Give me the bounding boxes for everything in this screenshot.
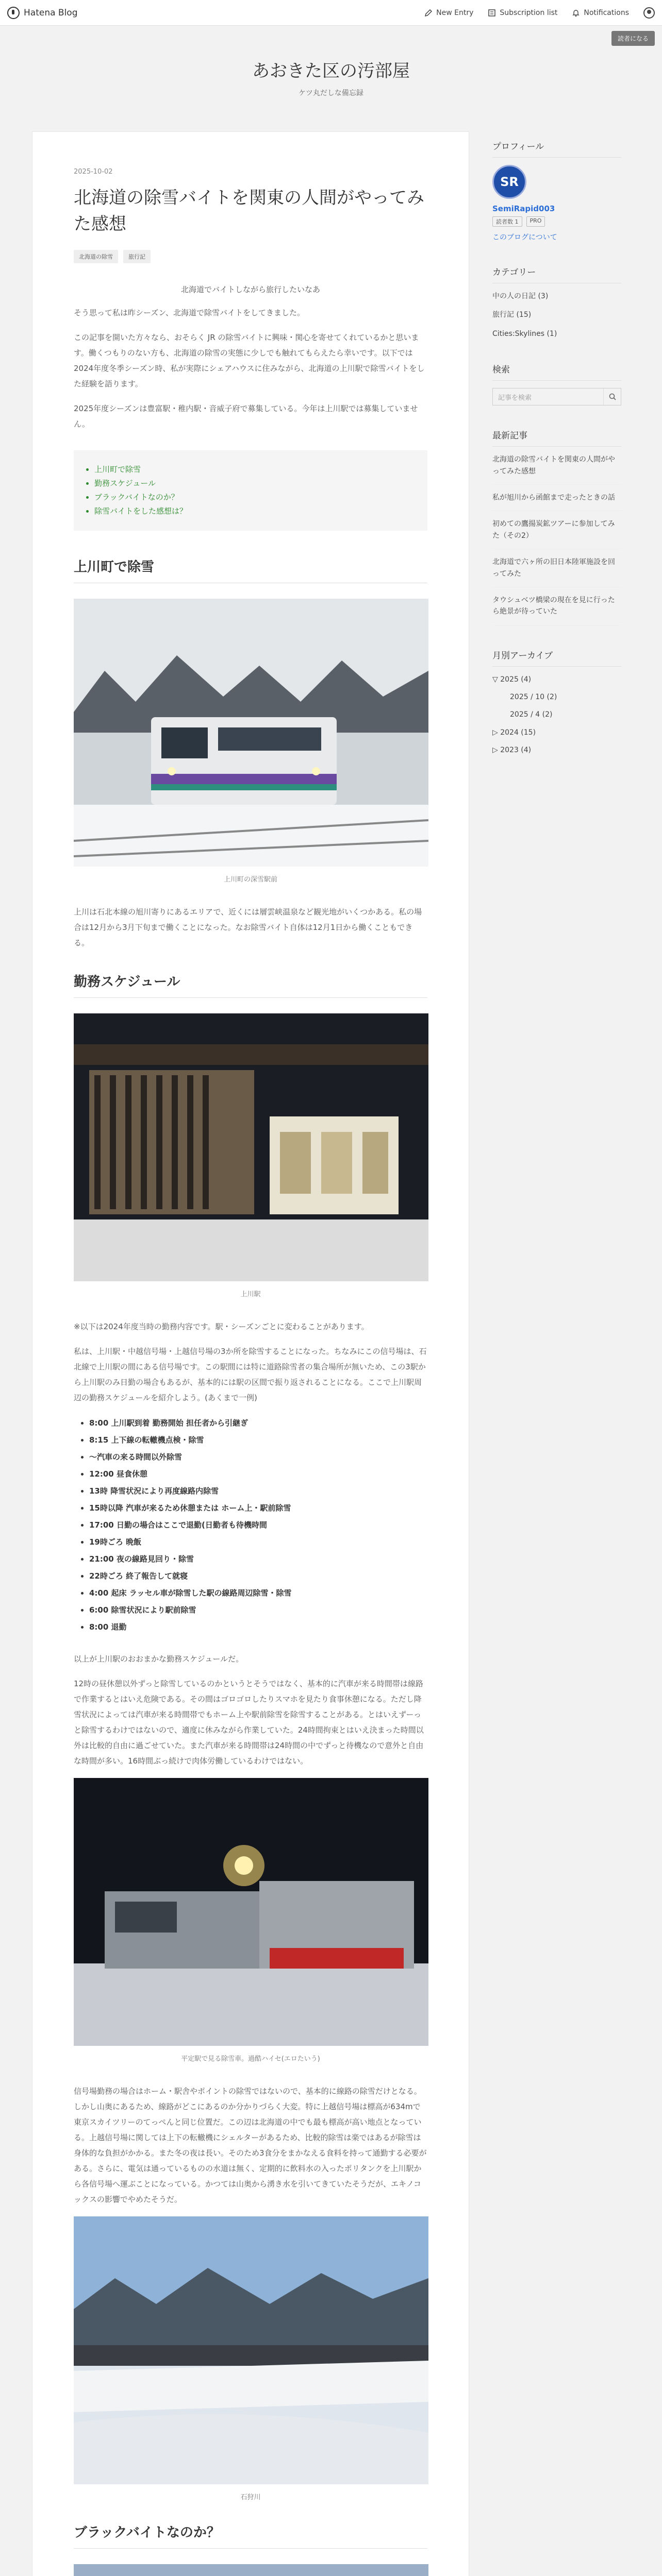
profile-module — [492, 139, 621, 242]
train-snow-photo[interactable] — [74, 2564, 428, 2576]
bell-icon — [572, 9, 580, 17]
article-title[interactable]: 北海道の除雪バイトを関東の人間がやってみた感想 — [74, 188, 424, 234]
river-photo[interactable] — [74, 2216, 428, 2484]
subscription-link[interactable] — [488, 9, 557, 17]
toc-item[interactable]: • 勤務スケジュール — [94, 477, 407, 490]
new-entry-label: New Entry — [436, 8, 474, 17]
paragraph: 以上が上川駅のおおまかな勤務スケジュールだ。 — [74, 1654, 244, 1664]
archive-year-link[interactable]: ▷ 2024 (15) — [492, 728, 536, 737]
notifications-label: Notifications — [584, 8, 629, 17]
article-card — [32, 131, 469, 2576]
schedule-item: • 〜汽車の来る時間以外除雪 — [89, 1449, 427, 1466]
snow-train-photo[interactable] — [74, 599, 428, 867]
schedule-item: • 12:00 昼食休憩 — [89, 1466, 427, 1483]
recent-module — [492, 428, 621, 625]
table-of-contents — [74, 450, 427, 531]
schedule-item: • 6:00 除雪状況により駅前除雪 — [89, 1602, 427, 1619]
schedule-list — [74, 1415, 427, 1636]
paragraph: 私は、上川駅・中越信号場・上越信号場の3か所を除雪することになった。ちなみにこの信号場は、石北線で上川駅の間にある信号場です。この駅間には特に道路除雪者の集合場所が無いため、この3駅から上川駅のみ日勤の場合もあるが、基本的には駅の区間で振り返されることになる。ここで上川駅周辺の勤務スケジュールを紹介しよう。(あくまで一例) — [74, 1347, 427, 1402]
search-box — [492, 388, 621, 405]
about-link[interactable]: このブログについて — [492, 233, 557, 242]
recent-article-link[interactable]: 北海道で六ヶ所の旧日本陸軍施設を回ってみた — [492, 556, 621, 587]
hatena-logo-icon — [7, 7, 20, 19]
recent-article-link[interactable]: 私が旭川から函館まで走ったときの話 — [492, 492, 621, 511]
snowplow-photo[interactable] — [74, 1778, 428, 2046]
search-icon — [609, 393, 616, 400]
category-heading: カテゴリー — [492, 265, 621, 283]
sidebar — [492, 139, 621, 779]
hatena-logo[interactable] — [7, 7, 78, 19]
category-link[interactable]: 旅行記 (15) — [492, 311, 532, 319]
photo-caption: 石狩川 — [240, 2494, 261, 2501]
paragraph: そう思って私は昨シーズン、北海道で除雪バイトをしてきました。 — [74, 308, 305, 317]
schedule-item: • 8:00 上川駅到着 勤務開始 担任者から引継ぎ — [89, 1415, 427, 1432]
schedule-item: • 19時ごろ 晩飯 — [89, 1534, 427, 1551]
reader-count-badge[interactable]: 読者数 1 — [492, 216, 522, 227]
category-link[interactable]: Cities:Skylines (1) — [492, 329, 557, 338]
recent-article-link[interactable]: 初めての鷹揚炭鉱ツアーに参加してみた（その2） — [492, 518, 621, 549]
schedule-item: • 15時以降 汽車が来るため休憩または ホーム上・駅前除雪 — [89, 1500, 427, 1517]
lead-text: 北海道でバイトしながら旅行したいなあ — [180, 285, 320, 294]
search-module — [492, 362, 621, 405]
archive-year-link[interactable]: ▷ 2023 (4) — [492, 746, 532, 755]
paragraph: 信号場勤務の場合はホーム・駅舎やポイントの除雪ではないので、基本的に線路の除雪だけとなる。しかし山奥にあるため、線路がどこにあるのか分かりづらく大変。特に上越信号場は標高が634mで東京スカイツリーのてっぺんと同じ位置だ。この辺は北海道の中でも最も標高が高い地点となっている。上越信号場に関しては上下の転轍機にシェルターがあるため、比較的除雪は楽ではあるが除雪は身体的な負担がかかる。また冬の夜は長い。そのため3食分をまかなえる食料を持って通勤する必要がある。さらに、電気は通っているものの水道は無く、定期的に飲料水の入ったポリタンクを上川駅から各信号場へ運ぶことになっている。かつては山奥から湧き水を引いてきていたそうだが、エキノコックスの影響でやめたそうだ。 — [74, 2087, 427, 2204]
photo-caption: 上川駅 — [240, 1291, 261, 1298]
category-tag[interactable]: 旅行記 — [123, 250, 151, 263]
paragraph: 上川は石北本線の旭川寄りにあるエリアで、近くには層雲峡温泉など観光地がいくつかある。私の場合は12月から3月下旬まで働くことになった。なお除雪バイト自体は12月1日から働くこともできる。 — [74, 907, 422, 947]
schedule-item: • 4:00 起床 ラッセル車が除雪した駅の線路周辺除雪・除雪 — [89, 1585, 427, 1602]
photo-caption: 上川町の深雪駅前 — [223, 876, 277, 884]
photo-caption: 平定駅で見る除雪車。過酷ハイセ(エロたいう) — [181, 2055, 320, 2063]
recent-article-link[interactable]: タウシュベツ橋梁の現在を見に行ったら絶景が待っていた — [492, 595, 621, 625]
pencil-icon — [424, 9, 433, 17]
station-photo[interactable] — [74, 1013, 428, 1281]
user-name-link[interactable]: SemiRapid003 — [492, 204, 555, 213]
toc-item[interactable]: • 上川町で除雪 — [94, 463, 407, 477]
paragraph: 2025年度シーズンは豊富駅・稚内駅・音威子府で募集している。今年は上川駅では募集していません。 — [74, 404, 418, 429]
recent-heading: 最新記事 — [492, 428, 621, 447]
global-header — [0, 0, 662, 26]
avatar[interactable]: SR — [492, 165, 526, 199]
category-tag[interactable]: 北海道の除雪 — [74, 250, 118, 263]
schedule-item: • 22時ごろ 終了報告して就寝 — [89, 1568, 427, 1585]
notifications-link[interactable] — [572, 9, 629, 17]
search-button[interactable] — [603, 388, 621, 405]
search-heading: 検索 — [492, 362, 621, 381]
archive-module — [492, 648, 621, 756]
schedule-item: • 8:00 退勤 — [89, 1619, 427, 1636]
section-heading: 上川町で除雪 — [74, 556, 427, 583]
toc-item[interactable]: • 除雪バイトをした感想は？ — [94, 504, 407, 518]
blog-title[interactable]: あおきた区の汚部屋 — [252, 61, 410, 81]
section-heading: 勤務スケジュール — [74, 971, 427, 998]
archive-year-link[interactable]: ▽ 2025 (4) — [492, 675, 532, 684]
user-menu-icon[interactable] — [643, 7, 655, 19]
subscribe-button[interactable]: 読者になる — [611, 31, 655, 46]
schedule-item: • 21:00 夜の線路見回り・除雪 — [89, 1551, 427, 1568]
archive-month-link[interactable]: 2025 / 4 (2) — [510, 710, 553, 719]
search-input[interactable]: 記事を検索 — [498, 394, 532, 402]
pro-badge: PRO — [526, 216, 545, 227]
blog-description: ケツ丸だしな備忘録 — [299, 89, 363, 97]
section-heading: ブラックバイトなのか？ — [74, 2522, 427, 2549]
archive-month-link[interactable]: 2025 / 10 (2) — [510, 693, 557, 702]
paragraph: 12時の昼休憩以外ずっと除雪しているのかというとそうではなく、基本的に汽車が来る時間帯は線路で作業するとはいえ危険である。その間はゴロゴロしたりスマホを見たり食事休憩になる。ただし降雪状況によっては汽車が来る時間帯でもホーム上や駅前除雪を除雪することがある。とはいえずーっと除雪するわけではないので、適度に休みながら作業していた。24時間拘束とはいえ決まった時間以外は比較的自由に過ごせていた。また汽車が来る時間帯は24時間の中でずっと待機なので意外と自由な時間が多い。16時間ぶっ続けで肉体労働しているわけではない。 — [74, 1679, 424, 1766]
list-icon — [488, 9, 496, 17]
schedule-item: • 13時 降雪状況により再度線路内除雪 — [89, 1483, 427, 1500]
logo-text: Hatena Blog — [24, 7, 78, 18]
profile-heading: プロフィール — [492, 139, 621, 158]
recent-article-link[interactable]: 北海道の除雪バイトを関東の人間がやってみた感想 — [492, 454, 621, 485]
toc-item[interactable]: • ブラックバイトなのか？ — [94, 490, 407, 504]
archive-heading: 月別アーカイブ — [492, 648, 621, 667]
new-entry-link[interactable] — [424, 9, 473, 17]
schedule-item: • 17:00 日勤の場合はここで退勤(日勤者も待機時間 — [89, 1517, 427, 1534]
schedule-item: • 8:15 上下線の転轍機点検・除雪 — [89, 1432, 427, 1449]
article-date[interactable]: 2025-10-02 — [74, 168, 113, 176]
subscription-label: Subscription list — [500, 8, 558, 17]
category-link[interactable]: 中の人の日記 (3) — [492, 292, 549, 300]
category-module — [492, 265, 621, 340]
paragraph: この記事を開いた方々なら、おそらく JR の除雪バイトに興味・関心を寄せてくれているかと思います。働くつもりのない方も、北海道の除雪の実態に少しでも触れてもらえたら幸いです。以下では2024年度冬季シーズン時、私が実際にシェアハウスに住みながら、北海道の上川駅で除雪バイトをした経験を語ります。 — [74, 333, 425, 388]
note-text: ※以下は2024年度当時の勤務内容です。駅・シーズンごとに変わることがあります。 — [74, 1322, 369, 1331]
